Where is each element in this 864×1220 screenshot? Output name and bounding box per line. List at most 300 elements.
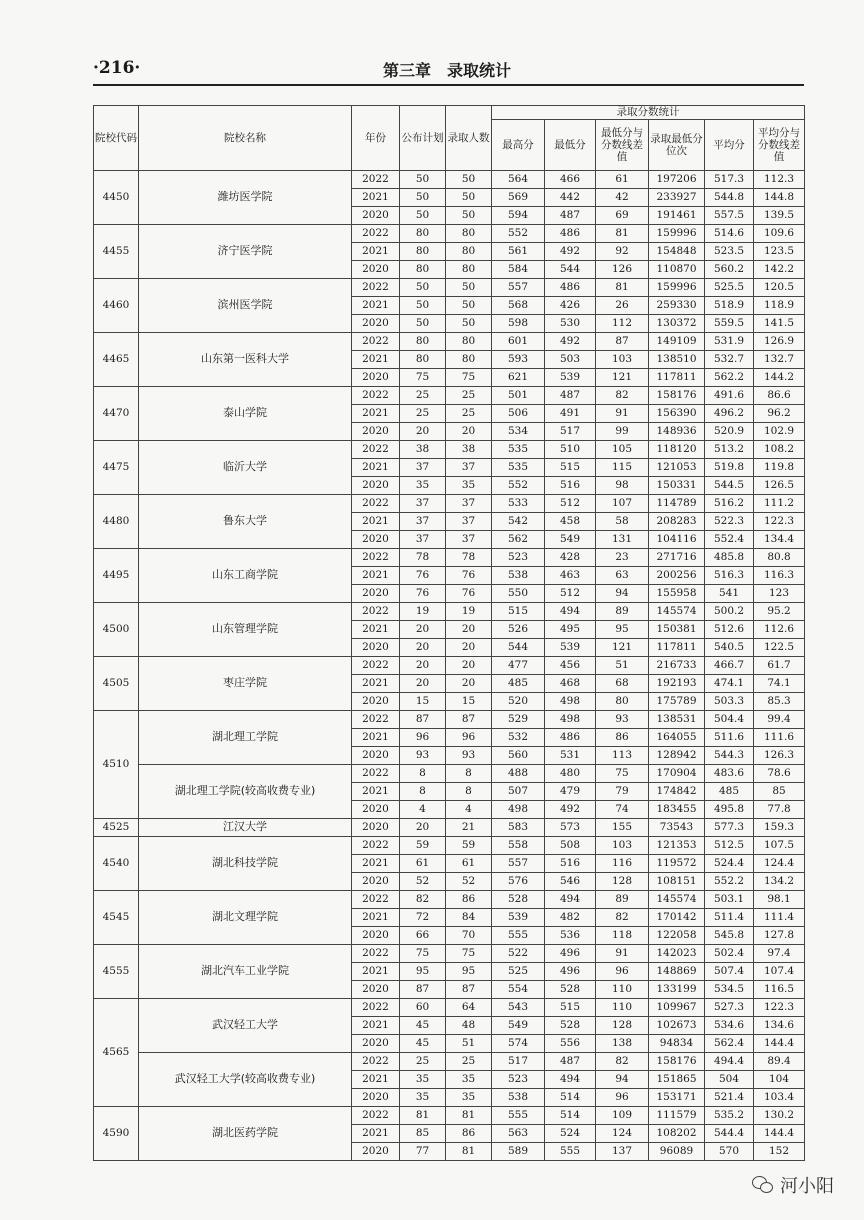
min-diff-cell: 124	[596, 1125, 649, 1143]
max-score-cell: 555	[492, 1107, 545, 1125]
min-rank-cell: 271716	[649, 549, 705, 567]
avg-diff-cell: 111.4	[754, 909, 805, 927]
avg-score-cell: 541	[705, 585, 754, 603]
admitted-cell: 37	[446, 531, 492, 549]
avg-score-cell: 511.6	[705, 729, 754, 747]
plan-cell: 25	[400, 387, 446, 405]
max-score-cell: 583	[492, 819, 545, 837]
table-row	[94, 603, 805, 621]
min-rank-cell: 117811	[649, 369, 705, 387]
year-cell: 2022	[352, 549, 400, 567]
max-score-cell: 488	[492, 765, 545, 783]
max-score-cell: 498	[492, 801, 545, 819]
min-rank-cell: 170142	[649, 909, 705, 927]
plan-cell: 20	[400, 639, 446, 657]
avg-diff-cell: 126.5	[754, 477, 805, 495]
avg-score-cell: 474.1	[705, 675, 754, 693]
min-rank-cell: 148869	[649, 963, 705, 981]
min-score-cell: 480	[545, 765, 596, 783]
col-max: 最高分	[492, 120, 545, 171]
plan-cell: 37	[400, 513, 446, 531]
table-row	[94, 945, 805, 963]
plan-cell: 87	[400, 711, 446, 729]
min-score-cell: 510	[545, 441, 596, 459]
min-diff-cell: 137	[596, 1143, 649, 1161]
table-row	[94, 765, 805, 783]
min-diff-cell: 96	[596, 1089, 649, 1107]
plan-cell: 37	[400, 459, 446, 477]
avg-diff-cell: 103.4	[754, 1089, 805, 1107]
min-diff-cell: 95	[596, 621, 649, 639]
year-cell: 2021	[352, 855, 400, 873]
avg-diff-cell: 112.3	[754, 171, 805, 189]
min-diff-cell: 99	[596, 423, 649, 441]
avg-diff-cell: 111.6	[754, 729, 805, 747]
min-rank-cell: 197206	[649, 171, 705, 189]
institution-code: 4475	[94, 441, 139, 495]
col-code: 院校代码	[94, 106, 139, 171]
max-score-cell: 477	[492, 657, 545, 675]
max-score-cell: 550	[492, 585, 545, 603]
year-cell: 2021	[352, 459, 400, 477]
max-score-cell: 520	[492, 693, 545, 711]
table-row	[94, 279, 805, 297]
min-diff-cell: 74	[596, 801, 649, 819]
min-rank-cell: 108151	[649, 873, 705, 891]
avg-diff-cell: 61.7	[754, 657, 805, 675]
avg-diff-cell: 119.8	[754, 459, 805, 477]
min-score-cell: 515	[545, 999, 596, 1017]
min-diff-cell: 115	[596, 459, 649, 477]
institution-name: 湖北理工学院	[139, 711, 352, 765]
min-score-cell: 516	[545, 855, 596, 873]
year-cell: 2021	[352, 1125, 400, 1143]
max-score-cell: 543	[492, 999, 545, 1017]
year-cell: 2020	[352, 585, 400, 603]
plan-cell: 76	[400, 567, 446, 585]
admitted-cell: 78	[446, 549, 492, 567]
year-cell: 2020	[352, 819, 400, 837]
max-score-cell: 549	[492, 1017, 545, 1035]
avg-score-cell: 540.5	[705, 639, 754, 657]
plan-cell: 59	[400, 837, 446, 855]
plan-cell: 50	[400, 207, 446, 225]
admitted-cell: 64	[446, 999, 492, 1017]
min-diff-cell: 82	[596, 387, 649, 405]
year-cell: 2022	[352, 225, 400, 243]
max-score-cell: 525	[492, 963, 545, 981]
min-rank-cell: 259330	[649, 297, 705, 315]
avg-diff-cell: 139.5	[754, 207, 805, 225]
min-diff-cell: 51	[596, 657, 649, 675]
avg-diff-cell: 134.2	[754, 873, 805, 891]
year-cell: 2020	[352, 261, 400, 279]
max-score-cell: 589	[492, 1143, 545, 1161]
min-diff-cell: 89	[596, 891, 649, 909]
min-score-cell: 528	[545, 1017, 596, 1035]
institution-code: 4565	[94, 999, 139, 1107]
year-cell: 2020	[352, 1089, 400, 1107]
year-cell: 2022	[352, 279, 400, 297]
year-cell: 2022	[352, 765, 400, 783]
min-rank-cell: 94834	[649, 1035, 705, 1053]
col-admitted: 录取人数	[446, 106, 492, 171]
avg-diff-cell: 116.5	[754, 981, 805, 999]
page-number: ·216·	[93, 58, 141, 78]
table-row	[94, 225, 805, 243]
year-cell: 2021	[352, 909, 400, 927]
institution-name: 泰山学院	[139, 387, 352, 441]
min-diff-cell: 61	[596, 171, 649, 189]
min-diff-cell: 121	[596, 639, 649, 657]
avg-diff-cell: 97.4	[754, 945, 805, 963]
min-diff-cell: 110	[596, 981, 649, 999]
institution-code: 4555	[94, 945, 139, 999]
admitted-cell: 20	[446, 423, 492, 441]
max-score-cell: 523	[492, 1071, 545, 1089]
plan-cell: 50	[400, 279, 446, 297]
avg-score-cell: 516.2	[705, 495, 754, 513]
min-rank-cell: 128942	[649, 747, 705, 765]
year-cell: 2022	[352, 171, 400, 189]
min-diff-cell: 92	[596, 243, 649, 261]
min-diff-cell: 75	[596, 765, 649, 783]
min-diff-cell: 91	[596, 945, 649, 963]
institution-code: 4500	[94, 603, 139, 657]
admitted-cell: 21	[446, 819, 492, 837]
admitted-cell: 95	[446, 963, 492, 981]
plan-cell: 72	[400, 909, 446, 927]
min-diff-cell: 81	[596, 279, 649, 297]
min-diff-cell: 80	[596, 693, 649, 711]
col-min-diff: 最低分与分数线差值	[596, 120, 649, 171]
max-score-cell: 563	[492, 1125, 545, 1143]
min-diff-cell: 113	[596, 747, 649, 765]
min-score-cell: 486	[545, 225, 596, 243]
admitted-cell: 8	[446, 783, 492, 801]
year-cell: 2020	[352, 423, 400, 441]
admitted-cell: 15	[446, 693, 492, 711]
avg-diff-cell: 112.6	[754, 621, 805, 639]
institution-name: 武汉轻工大学	[139, 999, 352, 1053]
avg-score-cell: 517.3	[705, 171, 754, 189]
avg-score-cell: 552.4	[705, 531, 754, 549]
max-score-cell: 598	[492, 315, 545, 333]
min-rank-cell: 148936	[649, 423, 705, 441]
avg-diff-cell: 134.4	[754, 531, 805, 549]
avg-score-cell: 507.4	[705, 963, 754, 981]
year-cell: 2021	[352, 1071, 400, 1089]
max-score-cell: 593	[492, 351, 545, 369]
min-score-cell: 486	[545, 279, 596, 297]
min-rank-cell: 158176	[649, 1053, 705, 1071]
institution-name: 湖北科技学院	[139, 837, 352, 891]
avg-score-cell: 562.4	[705, 1035, 754, 1053]
avg-diff-cell: 95.2	[754, 603, 805, 621]
institution-name: 山东第一医科大学	[139, 333, 352, 387]
avg-diff-cell: 122.5	[754, 639, 805, 657]
min-diff-cell: 42	[596, 189, 649, 207]
min-rank-cell: 102673	[649, 1017, 705, 1035]
admitted-cell: 19	[446, 603, 492, 621]
min-rank-cell: 233927	[649, 189, 705, 207]
max-score-cell: 564	[492, 171, 545, 189]
avg-score-cell: 518.9	[705, 297, 754, 315]
table-row	[94, 837, 805, 855]
max-score-cell: 560	[492, 747, 545, 765]
min-score-cell: 487	[545, 1053, 596, 1071]
plan-cell: 45	[400, 1017, 446, 1035]
admitted-cell: 4	[446, 801, 492, 819]
max-score-cell: 539	[492, 909, 545, 927]
avg-score-cell: 557.5	[705, 207, 754, 225]
avg-score-cell: 514.6	[705, 225, 754, 243]
plan-cell: 77	[400, 1143, 446, 1161]
min-score-cell: 573	[545, 819, 596, 837]
min-diff-cell: 128	[596, 1017, 649, 1035]
min-rank-cell: 138531	[649, 711, 705, 729]
min-diff-cell: 87	[596, 333, 649, 351]
min-score-cell: 524	[545, 1125, 596, 1143]
min-score-cell: 492	[545, 801, 596, 819]
max-score-cell: 594	[492, 207, 545, 225]
institution-name: 江汉大学	[139, 819, 352, 837]
year-cell: 2020	[352, 1143, 400, 1161]
plan-cell: 87	[400, 981, 446, 999]
col-plan: 公布计划	[400, 106, 446, 171]
plan-cell: 19	[400, 603, 446, 621]
min-rank-cell: 133199	[649, 981, 705, 999]
max-score-cell: 528	[492, 891, 545, 909]
max-score-cell: 561	[492, 243, 545, 261]
min-score-cell: 555	[545, 1143, 596, 1161]
plan-cell: 4	[400, 801, 446, 819]
min-diff-cell: 126	[596, 261, 649, 279]
institution-code: 4540	[94, 837, 139, 891]
plan-cell: 35	[400, 477, 446, 495]
plan-cell: 96	[400, 729, 446, 747]
min-diff-cell: 128	[596, 873, 649, 891]
year-cell: 2022	[352, 441, 400, 459]
table-row	[94, 441, 805, 459]
institution-code: 4510	[94, 711, 139, 819]
institution-code: 4545	[94, 891, 139, 945]
max-score-cell: 569	[492, 189, 545, 207]
table-row	[94, 549, 805, 567]
avg-diff-cell: 99.4	[754, 711, 805, 729]
min-score-cell: 556	[545, 1035, 596, 1053]
col-avg-diff: 平均分与分数线差值	[754, 120, 805, 171]
min-diff-cell: 68	[596, 675, 649, 693]
min-score-cell: 492	[545, 243, 596, 261]
table-row	[94, 495, 805, 513]
avg-diff-cell: 120.5	[754, 279, 805, 297]
year-cell: 2020	[352, 693, 400, 711]
table-row	[94, 333, 805, 351]
avg-score-cell: 483.6	[705, 765, 754, 783]
min-score-cell: 515	[545, 459, 596, 477]
min-diff-cell: 110	[596, 999, 649, 1017]
avg-diff-cell: 126.3	[754, 747, 805, 765]
institution-name: 湖北医药学院	[139, 1107, 352, 1161]
plan-cell: 80	[400, 243, 446, 261]
min-rank-cell: 175789	[649, 693, 705, 711]
avg-score-cell: 496.2	[705, 405, 754, 423]
min-rank-cell: 158176	[649, 387, 705, 405]
year-cell: 2022	[352, 891, 400, 909]
year-cell: 2020	[352, 927, 400, 945]
min-diff-cell: 105	[596, 441, 649, 459]
plan-cell: 76	[400, 585, 446, 603]
admitted-cell: 20	[446, 621, 492, 639]
min-diff-cell: 86	[596, 729, 649, 747]
avg-score-cell: 521.4	[705, 1089, 754, 1107]
admitted-cell: 80	[446, 351, 492, 369]
avg-diff-cell: 122.3	[754, 999, 805, 1017]
year-cell: 2021	[352, 783, 400, 801]
year-cell: 2021	[352, 405, 400, 423]
admitted-cell: 25	[446, 1053, 492, 1071]
avg-score-cell: 504	[705, 1071, 754, 1089]
avg-diff-cell: 74.1	[754, 675, 805, 693]
chapter-title: 第三章 录取统计	[383, 61, 512, 80]
avg-diff-cell: 107.4	[754, 963, 805, 981]
min-score-cell: 514	[545, 1107, 596, 1125]
table-row	[94, 1107, 805, 1125]
min-rank-cell: 154848	[649, 243, 705, 261]
col-min-rank: 录取最低分位次	[649, 120, 705, 171]
min-score-cell: 442	[545, 189, 596, 207]
min-rank-cell: 109967	[649, 999, 705, 1017]
plan-cell: 37	[400, 495, 446, 513]
min-diff-cell: 89	[596, 603, 649, 621]
avg-score-cell: 500.2	[705, 603, 754, 621]
admitted-cell: 37	[446, 513, 492, 531]
year-cell: 2022	[352, 387, 400, 405]
min-score-cell: 514	[545, 1089, 596, 1107]
min-diff-cell: 26	[596, 297, 649, 315]
institution-code: 4470	[94, 387, 139, 441]
avg-score-cell: 516.3	[705, 567, 754, 585]
avg-score-cell: 504.4	[705, 711, 754, 729]
plan-cell: 20	[400, 819, 446, 837]
max-score-cell: 568	[492, 297, 545, 315]
plan-cell: 20	[400, 657, 446, 675]
avg-score-cell: 513.2	[705, 441, 754, 459]
avg-diff-cell: 96.2	[754, 405, 805, 423]
avg-diff-cell: 104	[754, 1071, 805, 1089]
avg-score-cell: 512.5	[705, 837, 754, 855]
institution-code: 4450	[94, 171, 139, 225]
min-score-cell: 466	[545, 171, 596, 189]
institution-name: 湖北汽车工业学院	[139, 945, 352, 999]
avg-diff-cell: 111.2	[754, 495, 805, 513]
plan-cell: 50	[400, 297, 446, 315]
avg-score-cell: 519.8	[705, 459, 754, 477]
year-cell: 2022	[352, 657, 400, 675]
plan-cell: 50	[400, 189, 446, 207]
min-score-cell: 496	[545, 963, 596, 981]
min-score-cell: 458	[545, 513, 596, 531]
avg-score-cell: 559.5	[705, 315, 754, 333]
max-score-cell: 515	[492, 603, 545, 621]
year-cell: 2020	[352, 207, 400, 225]
admitted-cell: 50	[446, 297, 492, 315]
min-rank-cell: 170904	[649, 765, 705, 783]
admission-table	[93, 105, 805, 1161]
table-body	[94, 171, 805, 1161]
max-score-cell: 526	[492, 621, 545, 639]
year-cell: 2021	[352, 189, 400, 207]
min-diff-cell: 131	[596, 531, 649, 549]
avg-score-cell: 520.9	[705, 423, 754, 441]
institution-name: 山东管理学院	[139, 603, 352, 657]
plan-cell: 61	[400, 855, 446, 873]
min-diff-cell: 96	[596, 963, 649, 981]
admitted-cell: 87	[446, 981, 492, 999]
plan-cell: 75	[400, 369, 446, 387]
table-row	[94, 171, 805, 189]
avg-score-cell: 485.8	[705, 549, 754, 567]
min-rank-cell: 117811	[649, 639, 705, 657]
col-group: 录取分数统计	[492, 106, 805, 120]
avg-diff-cell: 142.2	[754, 261, 805, 279]
min-rank-cell: 114789	[649, 495, 705, 513]
min-diff-cell: 118	[596, 927, 649, 945]
admitted-cell: 20	[446, 657, 492, 675]
institution-name: 济宁医学院	[139, 225, 352, 279]
admitted-cell: 84	[446, 909, 492, 927]
min-rank-cell: 108202	[649, 1125, 705, 1143]
admitted-cell: 37	[446, 495, 492, 513]
plan-cell: 20	[400, 423, 446, 441]
min-diff-cell: 94	[596, 1071, 649, 1089]
admitted-cell: 50	[446, 189, 492, 207]
avg-score-cell: 531.9	[705, 333, 754, 351]
avg-score-cell: 562.2	[705, 369, 754, 387]
max-score-cell: 557	[492, 279, 545, 297]
admitted-cell: 81	[446, 1107, 492, 1125]
plan-cell: 35	[400, 1089, 446, 1107]
plan-cell: 37	[400, 531, 446, 549]
admitted-cell: 80	[446, 225, 492, 243]
admitted-cell: 50	[446, 279, 492, 297]
year-cell: 2022	[352, 495, 400, 513]
year-cell: 2021	[352, 351, 400, 369]
min-diff-cell: 121	[596, 369, 649, 387]
min-rank-cell: 73543	[649, 819, 705, 837]
min-rank-cell: 155958	[649, 585, 705, 603]
plan-cell: 80	[400, 351, 446, 369]
min-score-cell: 528	[545, 981, 596, 999]
avg-score-cell: 512.6	[705, 621, 754, 639]
max-score-cell: 534	[492, 423, 545, 441]
plan-cell: 50	[400, 315, 446, 333]
plan-cell: 60	[400, 999, 446, 1017]
min-rank-cell: 208283	[649, 513, 705, 531]
plan-cell: 80	[400, 225, 446, 243]
avg-diff-cell: 144.2	[754, 369, 805, 387]
year-cell: 2020	[352, 801, 400, 819]
min-score-cell: 539	[545, 369, 596, 387]
avg-score-cell: 466.7	[705, 657, 754, 675]
institution-name: 滨州医学院	[139, 279, 352, 333]
plan-cell: 78	[400, 549, 446, 567]
plan-cell: 82	[400, 891, 446, 909]
avg-diff-cell: 102.9	[754, 423, 805, 441]
min-score-cell: 495	[545, 621, 596, 639]
min-diff-cell: 82	[596, 1053, 649, 1071]
